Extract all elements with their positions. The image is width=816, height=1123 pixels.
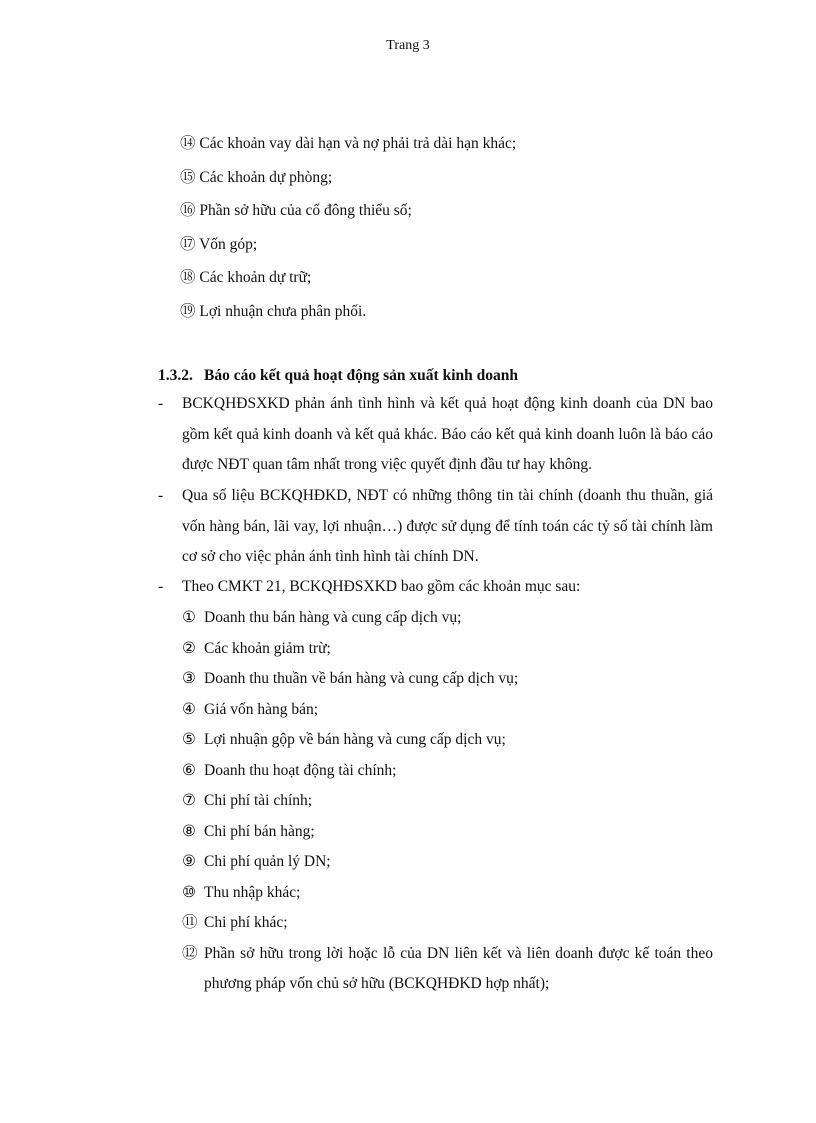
item-text: Chi phí bán hàng; [204, 822, 315, 840]
item-marker: ⑧ [182, 822, 196, 840]
item-marker: ⑨ [182, 853, 196, 870]
item-marker: ③ [182, 670, 196, 687]
list-item [182, 664, 713, 695]
section-number: 1.3.2. [158, 367, 193, 384]
bullet-paragraph [158, 481, 713, 573]
item-marker: ⑩ [182, 883, 196, 901]
bullet-paragraph [158, 389, 713, 481]
item-text: Chi phí khác; [204, 914, 288, 931]
item-marker: ⑪ [182, 914, 198, 931]
bullet-text: Qua số liệu BCKQHĐKD, NĐT có những thông tin tài chính (doanh thu thuần, giá vốn hàng bán, lãi vay, lợi nhuận…) được sử dụng để tính toán các tỷ số tài chính làm cơ sở cho việc phản ánh tình hình tài chính DN. [182, 487, 713, 565]
list-item [182, 695, 713, 726]
list-item: ⑰ Vốn góp; [180, 235, 258, 253]
item-marker: ⑤ [182, 731, 196, 748]
list-item [182, 847, 713, 878]
bullet-dash: - [158, 395, 164, 412]
bullet-text: Theo CMKT 21, BCKQHĐSXKD bao gồm các khoản mục sau: [182, 578, 581, 595]
item-text: Các khoản giảm trừ; [204, 639, 331, 657]
income-statement-items-list [182, 603, 713, 1000]
item-text: Chi phí tài chính; [204, 792, 313, 809]
item-text: Giá vốn hàng bán; [204, 700, 319, 718]
item-text: Doanh thu bán hàng và cung cấp dịch vụ; [204, 609, 462, 626]
bullet-text: BCKQHĐSXKD phản ánh tình hình và kết quả hoạt động kinh doanh của DN bao gồm kết quả kinh doanh và kết quả khác. Báo cáo kết quả kinh doanh luôn là báo cáo được NĐT quan tâm nhất trong việc quyết định đầu tư hay không. [182, 395, 713, 473]
list-item [182, 908, 713, 939]
item-text: Doanh thu thuần về bán hàng và cung cấp dịch vụ; [204, 670, 519, 687]
item-marker: ⑦ [182, 792, 196, 809]
list-item: ⑱ Các khoản dự trữ; [180, 269, 312, 287]
item-marker: ② [182, 639, 196, 657]
section-title: Báo cáo kết quả hoạt động sản xuất kinh doanh [204, 367, 518, 384]
item-marker: ④ [182, 700, 196, 718]
page-header: Trang 3 [386, 38, 430, 53]
item-marker: ⑥ [182, 761, 196, 779]
list-item: ⑭ Các khoản vay dài hạn và nợ phải trả dài hạn khác; [180, 135, 517, 152]
item-marker: ⑫ [182, 944, 198, 962]
list-item: ⑯ Phần sở hữu của cổ đông thiểu số; [180, 202, 412, 220]
list-item [182, 725, 713, 756]
item-text: Lợi nhuận gộp về bán hàng và cung cấp dịch vụ; [204, 731, 506, 748]
list-item [182, 817, 713, 848]
item-text: Thu nhập khác; [204, 883, 301, 901]
item-text: Phần sở hữu trong lời hoặc lỗ của DN liên kết và liên doanh được kế toán theo phương pháp vốn chủ sở hữu (BCKQHĐKD hợp nhất); [204, 944, 713, 992]
list-item [182, 786, 713, 817]
bullet-dash: - [158, 578, 164, 595]
bullet-dash: - [158, 487, 164, 504]
list-item: ⑮ Các khoản dự phòng; [180, 168, 333, 186]
list-item [182, 878, 713, 909]
item-marker: ① [182, 609, 196, 626]
item-text: Chi phí quản lý DN; [204, 853, 331, 870]
list-item [182, 756, 713, 787]
list-item: ⑲ Lợi nhuận chưa phân phối. [180, 302, 367, 320]
list-item [182, 939, 713, 1000]
section-heading [158, 365, 518, 387]
balance-sheet-items-list [180, 133, 720, 335]
list-item [182, 634, 713, 665]
bullet-paragraph [158, 572, 713, 603]
item-text: Doanh thu hoạt động tài chính; [204, 761, 397, 779]
list-item [182, 603, 713, 634]
